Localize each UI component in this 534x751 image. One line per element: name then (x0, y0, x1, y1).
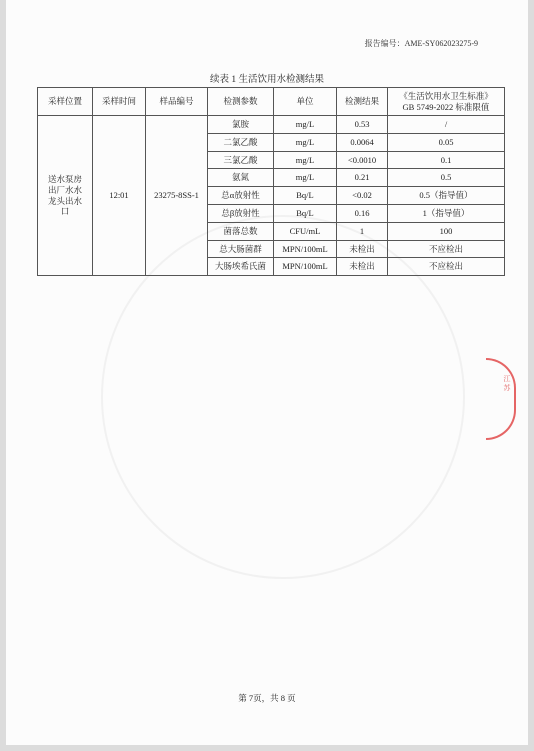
cell-limit: / (388, 116, 505, 134)
header-time: 采样时间 (93, 88, 146, 116)
cell-limit: 不应检出 (388, 258, 505, 276)
official-seal-stamp (486, 358, 516, 440)
page-footer: 第 7页，共 8 页 (238, 693, 296, 703)
header-parameter: 检测参数 (208, 88, 274, 116)
cell-result: <0.02 (337, 187, 388, 205)
cell-time: 12:01 (93, 116, 146, 276)
table-caption: 续表 1 生活饮用水检测结果 (209, 75, 324, 85)
cell-result: 0.16 (337, 204, 388, 222)
header-standard-line1: 《生活饮用水卫生标准》 (399, 90, 493, 101)
cell-unit: mg/L (274, 116, 337, 134)
document-page (6, 0, 528, 745)
cell-parameter: 二氯乙酸 (208, 133, 274, 151)
cell-parameter: 总α放射性 (208, 187, 274, 205)
cell-unit: mg/L (274, 169, 337, 187)
seal-text: 江 苏 (503, 375, 511, 391)
header-result: 检测结果 (337, 88, 388, 116)
cell-result: 0.21 (337, 169, 388, 187)
header-unit: 单位 (274, 88, 337, 116)
table-header-row (38, 88, 505, 116)
cell-parameter: 氨氮 (208, 169, 274, 187)
table-row (38, 116, 505, 134)
cell-parameter: 氯胺 (208, 116, 274, 134)
location-text: 送水泵房出厂水水龙头出水口 (47, 174, 82, 217)
cell-parameter: 总β放射性 (208, 204, 274, 222)
cell-sample-id: 23275-8SS-1 (146, 116, 208, 276)
cell-unit: Bq/L (274, 187, 337, 205)
cell-unit: MPN/100mL (274, 240, 337, 258)
header-location: 采样位置 (38, 88, 93, 116)
cell-limit: 100 (388, 222, 505, 240)
cell-limit: 0.1 (388, 151, 505, 169)
cell-result: <0.0010 (337, 151, 388, 169)
cell-location (38, 116, 93, 276)
results-table (37, 87, 505, 276)
cell-parameter: 总大肠菌群 (208, 240, 274, 258)
cell-result: 未检出 (337, 240, 388, 258)
cell-result: 1 (337, 222, 388, 240)
cell-parameter: 菌落总数 (208, 222, 274, 240)
cell-unit: mg/L (274, 151, 337, 169)
report-number: 报告编号：AME-SY062023275-9 (364, 39, 478, 48)
cell-result: 0.0064 (337, 133, 388, 151)
cell-unit: mg/L (274, 133, 337, 151)
cell-limit: 不应检出 (388, 240, 505, 258)
cell-limit: 1（指导值） (388, 204, 505, 222)
cell-result: 未检出 (337, 258, 388, 276)
cell-parameter: 三氯乙酸 (208, 151, 274, 169)
cell-limit: 0.5（指导值） (388, 187, 505, 205)
cell-limit: 0.5 (388, 169, 505, 187)
cell-unit: CFU/mL (274, 222, 337, 240)
cell-result: 0.53 (337, 116, 388, 134)
cell-limit: 0.05 (388, 133, 505, 151)
header-sample-id: 样品编号 (146, 88, 208, 116)
cell-unit: Bq/L (274, 204, 337, 222)
cell-unit: MPN/100mL (274, 258, 337, 276)
cell-parameter: 大肠埃希氏菌 (208, 258, 274, 276)
header-standard (388, 88, 505, 116)
header-standard-line2: GB 5749-2022 标准限值 (402, 101, 490, 112)
